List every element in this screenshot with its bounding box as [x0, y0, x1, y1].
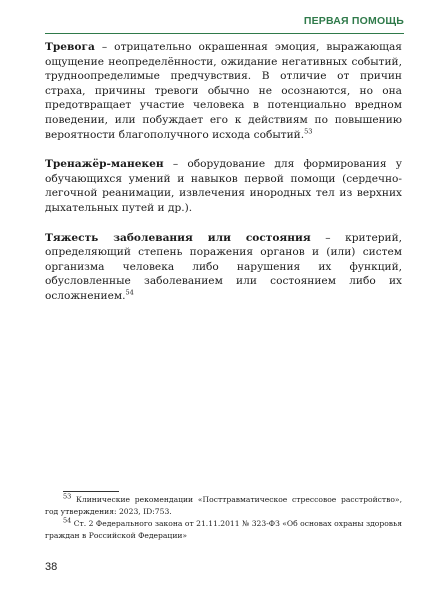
footnote-text: Ст. 2 Федерального закона от 21.11.2011 № 323-ФЗ «Об основах охраны здоровья граждан в Российской Федерации» — [45, 519, 402, 540]
footnote-reference[interactable]: 53 — [304, 127, 313, 136]
section-title: ПЕРВАЯ ПОМОЩЬ — [303, 15, 404, 27]
page-number: 38 — [45, 561, 58, 573]
footnote-divider — [63, 491, 119, 492]
header-divider — [45, 33, 404, 34]
glossary-entry — [45, 231, 402, 304]
glossary-definition: – отрицательно окрашенная эмоция, выражающая ощущение неопределённости, ожидание негативных событий, трудноопределимые предчувствия. В отличие от причин страха, причины тревоги обычно не осознаются, но она предотвращает участие человека в потенциально вредном поведении, или побуждает его к действиям по повышению вероятности благополучного исхода событий. — [45, 41, 402, 141]
glossary-term: Тренажёр-манекен — [45, 158, 164, 171]
glossary-definition: – критерий, определяющий степень поражения органов и (или) систем организма человека либо нарушения их функций, обусловленные заболеванием или состоянием либо их осложнением. — [45, 231, 402, 302]
footnote-number: 54 — [63, 516, 72, 525]
glossary-term: Тяжесть заболевания или состояния — [45, 231, 311, 244]
glossary-term: Тревога — [45, 41, 95, 53]
glossary-entry — [45, 157, 402, 215]
footnotes — [45, 494, 402, 542]
footnote-text: Клинические рекомендации «Посттравматическое стрессовое расстройство», год утверждения: 2023, ID:753. — [45, 495, 402, 516]
glossary-content — [45, 40, 402, 319]
glossary-definition: – оборудование для формирования у обучающихся умений и навыков первой помощи (сердечно-легочной реанимации, извлечения инородных тел из верхних дыхательных путей и др.). — [45, 158, 402, 214]
footnote — [45, 494, 402, 517]
footnote-reference[interactable]: 54 — [125, 288, 134, 297]
footnote-number: 53 — [63, 492, 72, 501]
footnote — [45, 518, 402, 541]
glossary-entry — [45, 40, 402, 142]
